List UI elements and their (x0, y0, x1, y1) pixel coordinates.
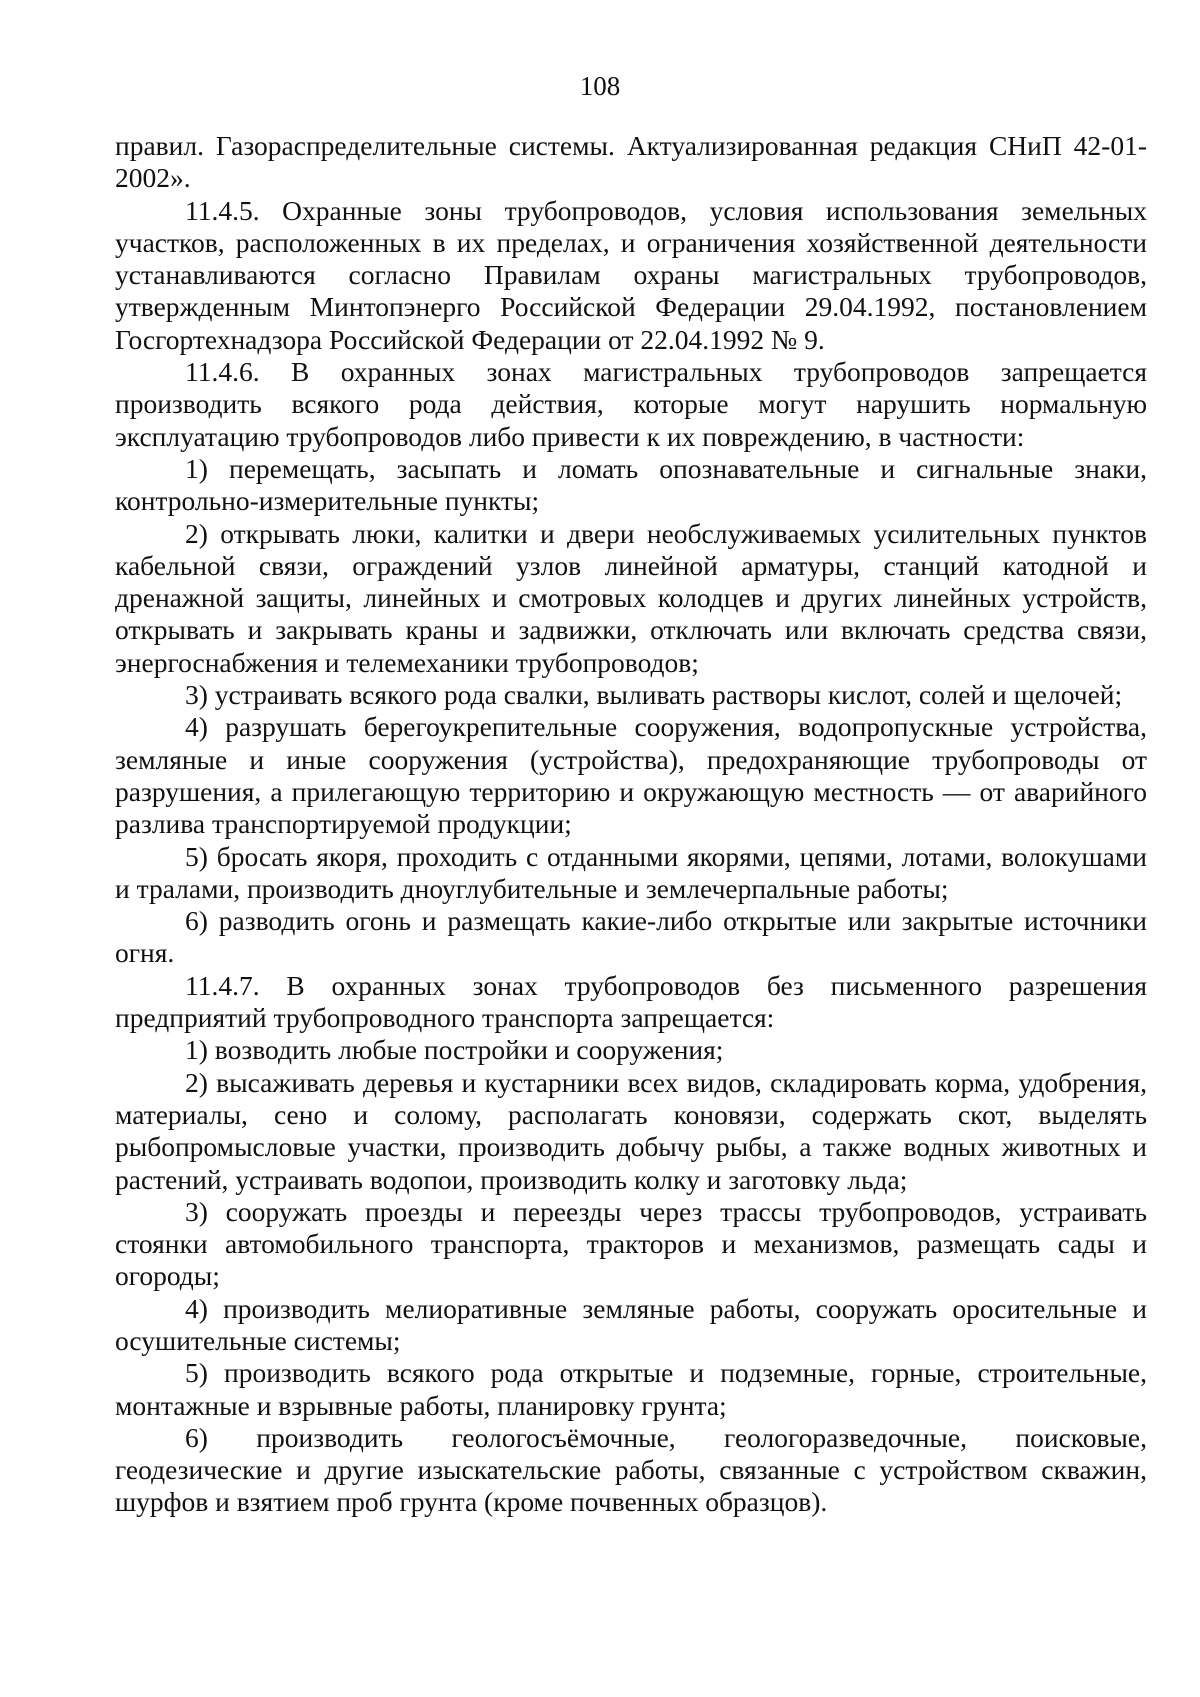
paragraph: 11.4.6. В охранных зонах магистральных трубопроводов запрещается производить всякого рода действия, которые могут нарушить нормальную эксплуатацию трубопроводов либо привести к их повреждению, в частности: (115, 356, 1147, 452)
paragraph: 2) высаживать деревья и кустарники всех видов, складировать корма, удобрения, материалы, сено и солому, располагать коновязи, содержать скот, выделять рыбопромысловые участки, производить добычу рыбы, а также водных животных и растений, устраивать водопои, производить колку и заготовку льда; (115, 1066, 1147, 1195)
paragraph: 6) производить геологосъёмочные, геологоразведочные, поисковые, геодезические и другие изыскательские работы, связанные с устройством скважин, шурфов и взятием проб грунта (кроме почвенных образцов). (115, 1421, 1147, 1518)
paragraph: 4) производить мелиоративные земляные работы, сооружать оросительные и осушительные системы; (115, 1292, 1147, 1356)
paragraph: 4) разрушать берегоукрепительные сооружения, водопропускные устройства, земляные и иные сооружения (устройства), предохраняющие трубопроводы от разрушения, а прилегающую территорию и окружающую местность — от аварийного разлива транспортируемой продукции; (115, 711, 1147, 840)
paragraph: 11.4.7. В охранных зонах трубопроводов без письменного разрешения предприятий трубопроводного транспорта запрещается: (115, 969, 1147, 1034)
paragraph: правил. Газораспределительные системы. Актуализированная редакция СНиП 42-01-2002». (115, 130, 1147, 194)
paragraph: 11.4.5. Охранные зоны трубопроводов, условия использования земельных участков, расположенных в их пределах, и ограничения хозяйственной деятельности устанавливаются согласно Правилам охраны магистральных трубопроводов, утвержденным Минтопэнерго Российской Федерации 29.04.1992, постановлением Госгортехнадзора Российской Федерации от 22.04.1992 № 9. (115, 194, 1147, 355)
paragraph: 5) производить всякого рода открытые и подземные, горные, строительные, монтажные и взрывные работы, планировку грунта; (115, 1357, 1147, 1421)
paragraph: 1) перемещать, засыпать и ломать опознавательные и сигнальные знаки, контрольно-измерительные пункты; (115, 452, 1147, 517)
paragraph: 5) бросать якоря, проходить с отданными якорями, цепями, лотами, волокушами и тралами, производить дноуглубительные и землечерпальные работы; (115, 840, 1147, 904)
paragraph: 2) открывать люки, калитки и двери необслуживаемых усилительных пунктов кабельной связи, ограждений узлов линейной арматуры, станций катодной и дренажной защиты, линейных и смотровых колодцев и других линейных устройств, открывать и закрывать краны и задвижки, отключать или включать средства связи, энергоснабжения и телемеханики трубопроводов; (115, 517, 1147, 678)
page-number: 108 (579, 71, 621, 101)
paragraph: 6) разводить огонь и размещать какие-либо открытые или закрытые источники огня. (115, 905, 1147, 969)
paragraph: 3) сооружать проезды и переезды через трассы трубопроводов, устраивать стоянки автомобильного транспорта, тракторов и механизмов, размещать сады и огороды; (115, 1195, 1147, 1292)
paragraph: 3) устраивать всякого рода свалки, выливать растворы кислот, солей и щелочей; (185, 679, 1123, 711)
paragraph: 1) возводить любые постройки и сооружения; (185, 1034, 724, 1066)
document-body (115, 130, 1147, 1519)
